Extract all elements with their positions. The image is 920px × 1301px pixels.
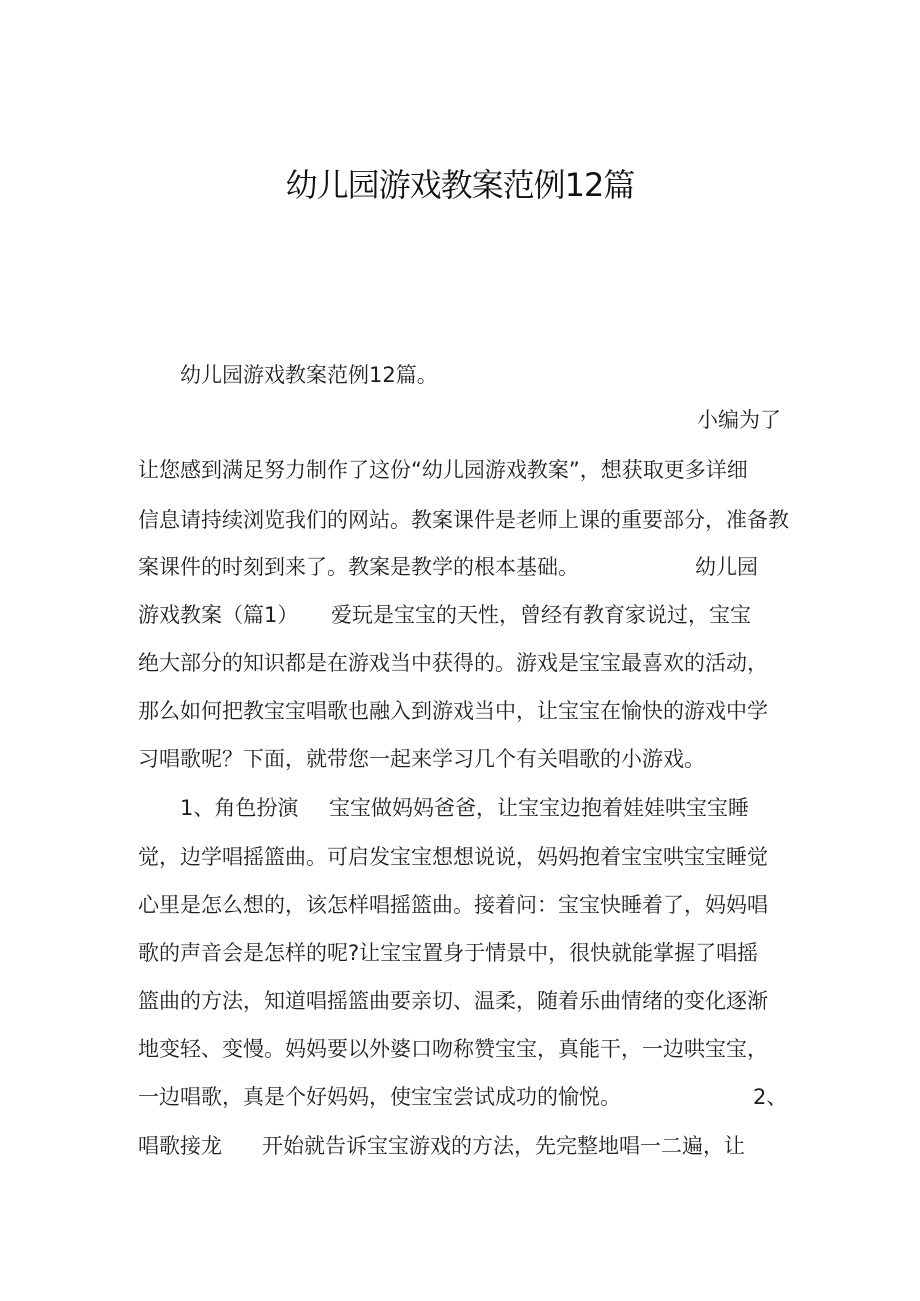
- paragraph-line: 信息请持续浏览我们的网站。教案课件是老师上课的重要部分，准备教: [138, 508, 789, 532]
- paragraph-line: 习唱歌呢？下面，就带您一起来学习几个有关唱歌的小游戏。: [138, 747, 705, 771]
- paragraph-line: 案课件的时刻到来了。教案是教学的根本基础。: [138, 555, 579, 579]
- paragraph-line: 觉，边学唱摇篮曲。可启发宝宝想想说说，妈妈抱着宝宝哄宝宝睡觉: [138, 845, 768, 869]
- subsection-number: 2、: [753, 1085, 788, 1109]
- paragraph-line: 心里是怎么想的，该怎样唱摇篮曲。接着问：宝宝快睡着了，妈妈唱: [138, 893, 768, 917]
- subsection-heading: 唱歌接龙: [138, 1134, 222, 1158]
- paragraph-line: 一边唱歌，真是个好妈妈，使宝宝尝试成功的愉悦。: [138, 1085, 621, 1109]
- paragraph-line: 开始就告诉宝宝游戏的方法，先完整地唱一二遍，让: [262, 1134, 745, 1158]
- paragraph-line: 宝宝做妈妈爸爸，让宝宝边抱着娃娃哄宝宝睡: [329, 796, 749, 820]
- paragraph-line: 让您感到满足努力制作了这份“幼儿园游戏教案”，想获取更多详细: [138, 458, 748, 482]
- paragraph-line: 歌的声音会是怎样的呢?让宝宝置身于情景中，很快就能掌握了唱摇: [138, 941, 759, 965]
- paragraph-line: 篮曲的方法，知道唱摇篮曲要亲切、温柔，随着乐曲情绪的变化逐渐: [138, 989, 768, 1013]
- subsection-heading: 1、角色扮演: [180, 796, 299, 820]
- intro-line: 幼儿园游戏教案范例12篇。: [180, 363, 438, 387]
- paragraph-line: 那么如何把教宝宝唱歌也融入到游戏当中，让宝宝在愉快的游戏中学: [138, 699, 768, 723]
- section-heading: 游戏教案（篇1）: [138, 603, 299, 627]
- document-title: 幼儿园游戏教案范例12篇: [285, 166, 635, 204]
- paragraph-line: 绝大部分的知识都是在游戏当中获得的。游戏是宝宝最喜欢的活动，: [138, 651, 768, 675]
- paragraph-line: 地变轻、变慢。妈妈要以外婆口吻称赞宝宝，真能干，一边哄宝宝，: [138, 1037, 768, 1061]
- paragraph-line: 幼儿园: [695, 555, 758, 579]
- paragraph-line: 小编为了: [697, 408, 781, 432]
- paragraph-line: 爱玩是宝宝的天性，曾经有教育家说过，宝宝: [331, 603, 751, 627]
